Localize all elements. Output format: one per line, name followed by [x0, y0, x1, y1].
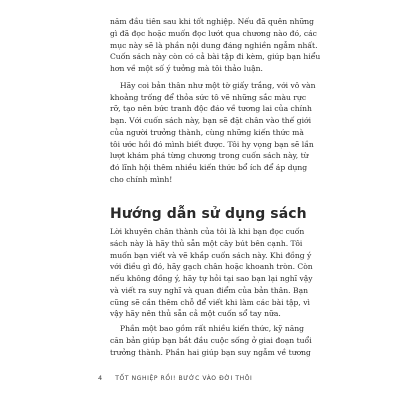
text-line: năm đầu tiên sau khi tốt nghiệp. Nếu đã quên những	[110, 17, 315, 26]
page-footer	[98, 374, 252, 382]
paragraph-blank-page	[110, 80, 316, 186]
text-line: cho chính mình!	[110, 174, 173, 184]
text-line: gì đã đọc hoặc muốn đọc lướt qua chương nào đó, các	[110, 28, 317, 38]
text-line: mục này sẽ là phần nội dung đáng nghiền ngẫm nhất.	[110, 40, 318, 50]
running-title: TỐT NGHIỆP RỒI! BƯỚC VÀO ĐỜI THÔI	[115, 375, 253, 382]
text-line: sách này là hãy thủ sẵn một cây bút bên cạnh. Tôi	[110, 238, 303, 248]
text-line: rỡ, tạo nên bức tranh độc đáo về tương lai của chính	[110, 104, 312, 114]
paragraph-book-parts	[110, 323, 312, 358]
text-line: lượt khám phá từng chương trong cuốn sách này, từ	[110, 151, 309, 161]
text-line: cũng sẽ cần thêm chỗ để viết khi làm các bài tập, vì	[110, 297, 310, 307]
paragraph-continuation	[110, 16, 321, 75]
text-line: khoảng trống để thỏa sức tô vẽ những sắc màu rực	[110, 92, 307, 102]
text-line: căn bản giúp bạn bắt đầu cuộc sống ở giai đoạn tuổi	[110, 335, 312, 345]
top-text-block	[110, 16, 321, 186]
text-line: nếu không đồng ý, hãy tự hỏi tại sao bạn lại nghĩ vậy	[110, 274, 313, 283]
text-line: tôi ước hồi đó mình biết được. Tôi hy vọng bạn sẽ lần	[110, 139, 314, 149]
text-line: Lời khuyên chân thành của tôi là khi bạn đọc cuốn	[110, 227, 305, 236]
section-heading: Hướng dẫn sử dụng sách	[110, 206, 307, 222]
text-line: hơn về một số ý tưởng mà tôi thảo luận.	[110, 64, 263, 73]
text-line: Phần một bao gồm rất nhiều kiến thức, kỹ năng	[120, 324, 305, 333]
page-number: 4	[98, 374, 103, 382]
text-line: trưởng thành. Phần hai giúp bạn suy ngẫm về tương	[110, 347, 311, 357]
bottom-text-block	[110, 226, 313, 358]
text-line: bạn. Với cuốn sách này, bạn sẽ đặt chân vào thế giới	[110, 116, 312, 125]
text-line: Hãy coi bản thân như một tờ giấy trắng, với vô vàn	[120, 80, 316, 90]
paragraph-pen-advice	[110, 226, 313, 320]
text-line: với điều gì đó, hãy gạch chân hoặc khoanh tròn. Còn	[110, 262, 313, 272]
text-line: và viết ra suy nghĩ và quan điểm của bản thân. Bạn	[110, 285, 308, 295]
text-line: đó lĩnh hội thêm nhiều kiến thức bổ ích để áp dụng	[110, 163, 308, 172]
text-line: của người trưởng thành, cùng những kiến thức mà	[110, 127, 304, 137]
text-line: Cuốn sách này còn có cả bài tập đi kèm, giúp bạn hiểu	[110, 52, 321, 62]
text-line: vậy hãy nên thủ sẵn cả một cuốn sổ tay nữa.	[110, 309, 281, 319]
text-line: muốn bạn viết và vẽ khắp cuốn sách này. Khi đồng ý	[110, 250, 312, 260]
